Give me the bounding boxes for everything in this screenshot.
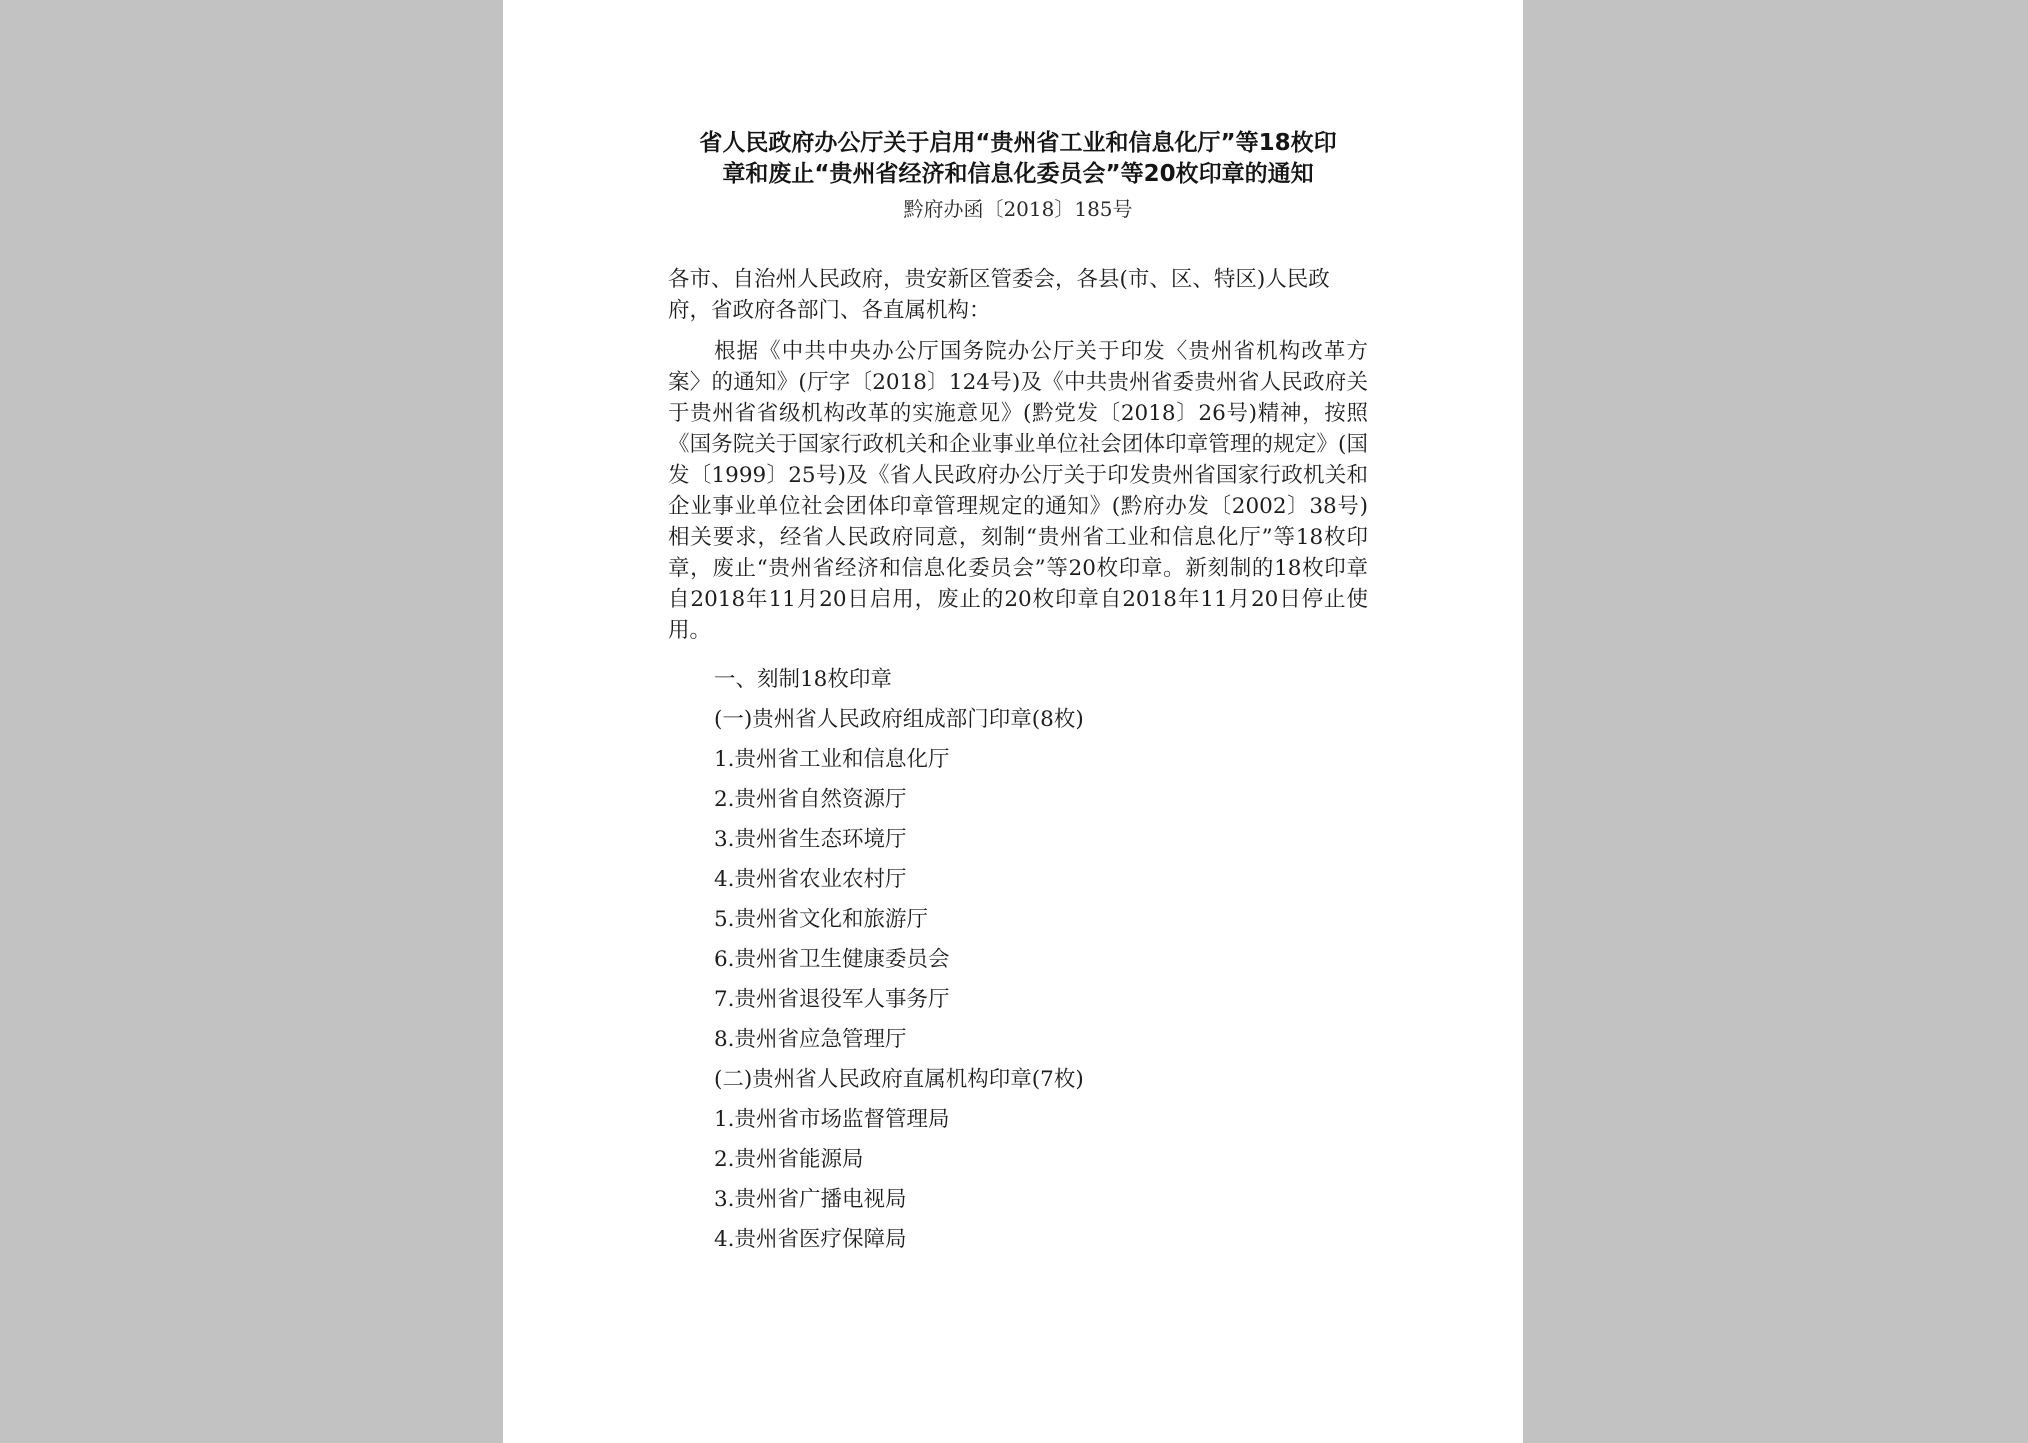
title-line-2: 章和废止“贵州省经济和信息化委员会”等20枚印章的通知 (722, 161, 1314, 187)
list-item: (一)贵州省人民政府组成部门印章(8枚) (714, 707, 1084, 732)
body-paragraph: 根据《中共中央办公厅国务院办公厅关于印发〈贵州省机构改革方案〉的通知》(厅字〔2018〕124号)及《中共贵州省委贵州省人民政府关于贵州省省级机构改革的实施意见》(黔党发〔2018〕26号)精神，按照《国务院关于国家行政机关和企业事业单位社会团体印章管理的规定》(国发〔1999〕25号)及《省人民政府办公厅关于印发贵州省国家行政机关和企业事业单位社会团体印章管理规定的通知》(黔府办发〔2002〕38号)相关要求，经省人民政府同意，刻制“贵州省工业和信息化厅”等18枚印章，废止“贵州省经济和信息化委员会”等20枚印章。新刻制的18枚印章自2018年11月20日启用，废止的20枚印章自2018年11月20日停止使用。 (668, 339, 1368, 643)
list-item: 4.贵州省农业农村厅 (714, 867, 907, 892)
list-item: 2.贵州省自然资源厅 (714, 787, 907, 812)
list-item: 4.贵州省医疗保障局 (714, 1227, 907, 1252)
document-page (503, 0, 1523, 1443)
list-item: 2.贵州省能源局 (714, 1147, 864, 1172)
addressee-paragraph: 各市、自治州人民政府，贵安新区管委会，各县(市、区、特区)人民政府，省政府各部门、各直属机构： (668, 267, 1330, 323)
document-content (668, 128, 1368, 1260)
list-item: 3.贵州省生态环境厅 (714, 827, 907, 852)
title-line-1: 省人民政府办公厅关于启用“贵州省工业和信息化厅”等18枚印 (699, 130, 1337, 156)
list-item: 5.贵州省文化和旅游厅 (714, 907, 929, 932)
list-item: 3.贵州省广播电视局 (714, 1187, 907, 1212)
list-item: 8.贵州省应急管理厅 (714, 1027, 907, 1052)
seal-list (668, 660, 1368, 1260)
list-item: 1.贵州省工业和信息化厅 (714, 747, 950, 772)
document-number: 黔府办函〔2018〕185号 (903, 197, 1133, 221)
list-item: (二)贵州省人民政府直属机构印章(7枚) (714, 1067, 1084, 1092)
document-title (668, 128, 1368, 190)
list-item: 一、刻制18枚印章 (714, 667, 892, 692)
list-item: 6.贵州省卫生健康委员会 (714, 947, 950, 972)
list-item: 7.贵州省退役军人事务厅 (714, 987, 950, 1012)
list-item: 1.贵州省市场监督管理局 (714, 1107, 950, 1132)
